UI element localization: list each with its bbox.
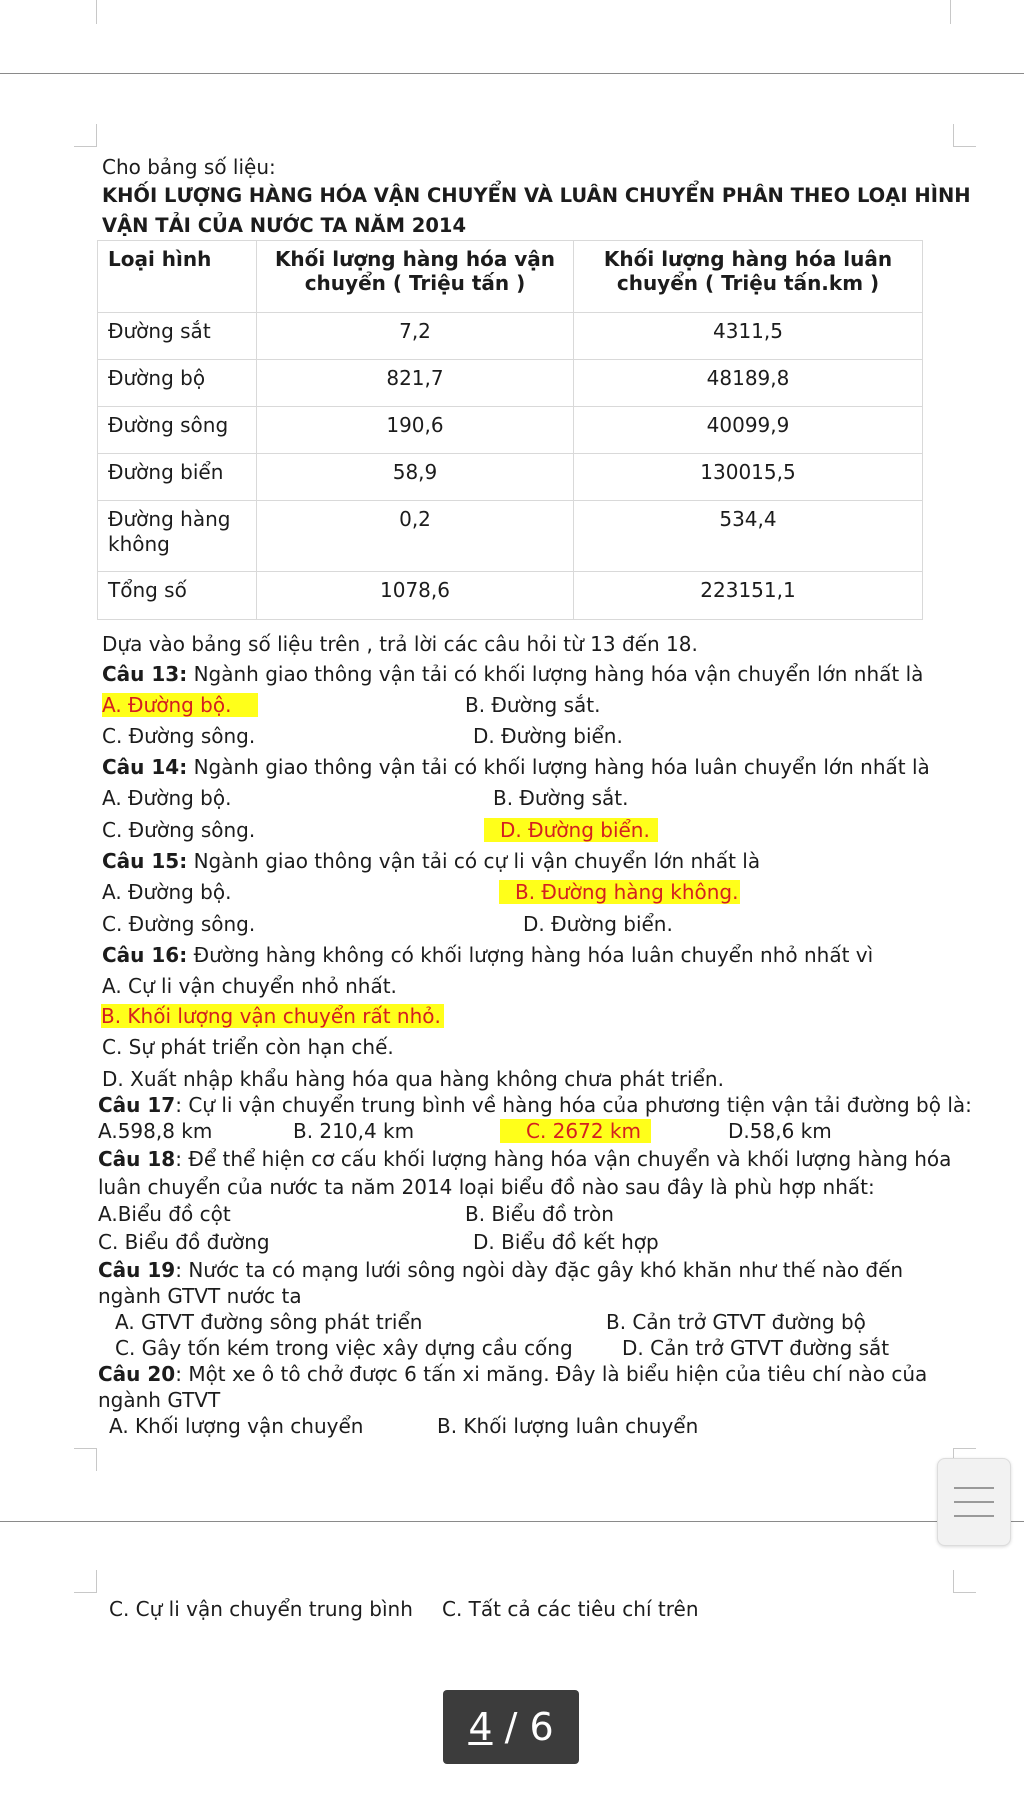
q17-option-c: C. 2672 km	[500, 1119, 651, 1143]
question-label: Câu 16:	[102, 943, 188, 967]
page-indicator[interactable]	[443, 1690, 579, 1764]
q16-option-d: D. Xuất nhập khẩu hàng hóa qua hàng không chưa phát triển.	[102, 1067, 724, 1091]
question-text: Ngành giao thông vận tải có khối lượng hàng hóa luân chuyển lớn nhất là	[187, 755, 930, 779]
data-table	[97, 240, 923, 620]
table-cell: 130015,5	[574, 454, 923, 501]
q19-option-d: D. Cản trở GTVT đường sắt	[622, 1336, 890, 1360]
question-text: Ngành giao thông vận tải có khối lượng hàng hóa vận chuyển lớn nhất là	[187, 662, 924, 686]
table-header-row	[98, 241, 923, 313]
table-row	[98, 572, 923, 620]
q20-option-d: C. Tất cả các tiêu chí trên	[442, 1597, 699, 1621]
question-label: Câu 15:	[102, 849, 188, 873]
q20-option-b: B. Khối lượng luân chuyển	[437, 1414, 699, 1438]
question-17	[98, 1093, 972, 1117]
table-row	[98, 454, 923, 501]
hamburger-icon-line	[954, 1515, 994, 1517]
q19-option-a: A. GTVT đường sông phát triển	[115, 1310, 423, 1334]
q17-option-a: A.598,8 km	[98, 1119, 213, 1143]
table-cell: 4311,5	[574, 313, 923, 360]
q13-option-a: A. Đường bộ.	[102, 693, 258, 717]
table-row	[98, 360, 923, 407]
question-19	[98, 1258, 903, 1282]
page-corner-mark	[74, 124, 97, 147]
table-cell: 821,7	[257, 360, 574, 407]
question-text: Ngành giao thông vận tải có cự li vận chuyển lớn nhất là	[187, 849, 761, 873]
table-cell: 223151,1	[574, 572, 923, 620]
q14-option-b: B. Đường sắt.	[493, 786, 629, 810]
hamburger-icon-line	[954, 1487, 994, 1489]
table-cell: 58,9	[257, 454, 574, 501]
table-header-cell: Khối lượng hàng hóa vận chuyển ( Triệu tấn )	[257, 241, 574, 313]
page-corner-mark	[74, 1570, 97, 1593]
page-corner-mark	[953, 1570, 976, 1593]
table-cell: Đường sắt	[98, 313, 257, 360]
question-label: Câu 14:	[102, 755, 188, 779]
question-label: Câu 17	[98, 1093, 176, 1117]
table-cell: 190,6	[257, 407, 574, 454]
table-header-cell: Khối lượng hàng hóa luân chuyển ( Triệu tấn.km )	[574, 241, 923, 313]
page-divider	[0, 73, 1024, 74]
question-text-continued: luân chuyển của nước ta năm 2014 loại biểu đồ nào sau đây là phù hợp nhất:	[98, 1175, 875, 1199]
table-cell: 1078,6	[257, 572, 574, 620]
total-pages: / 6	[492, 1705, 554, 1749]
table-cell: 7,2	[257, 313, 574, 360]
table-row	[98, 313, 923, 360]
table-row	[98, 407, 923, 454]
question-16	[102, 943, 873, 967]
question-text: Đường hàng không có khối lượng hàng hóa luân chuyển nhỏ nhất vì	[187, 943, 874, 967]
q20-option-c: C. Cự li vận chuyển trung bình	[109, 1597, 413, 1621]
q16-option-c: C. Sự phát triển còn hạn chế.	[102, 1035, 394, 1059]
q16-option-a: A. Cự li vận chuyển nhỏ nhất.	[102, 974, 397, 998]
q19-option-b: B. Cản trở GTVT đường bộ	[606, 1310, 866, 1334]
document-title-line2: VẬN TẢI CỦA NƯỚC TA NĂM 2014	[102, 214, 467, 237]
q14-option-d: D. Đường biển.	[484, 818, 658, 842]
table-cell: Đường bộ	[98, 360, 257, 407]
q15-option-b: B. Đường hàng không.	[499, 880, 740, 904]
q17-option-d: D.58,6 km	[728, 1119, 832, 1143]
question-15	[102, 849, 760, 873]
q14-option-a: A. Đường bộ.	[102, 786, 232, 810]
table-cell: Tổng số	[98, 572, 257, 620]
q16-option-b: B. Khối lượng vận chuyển rất nhỏ.	[101, 1004, 444, 1028]
table-cell: Đường biển	[98, 454, 257, 501]
table-cell: 48189,8	[574, 360, 923, 407]
q15-option-a: A. Đường bộ.	[102, 880, 232, 904]
q18-option-a: A.Biểu đồ cột	[98, 1202, 231, 1226]
table-row	[98, 501, 923, 572]
intro-text: Cho bảng số liệu:	[102, 155, 276, 179]
question-text: : Để thể hiện cơ cấu khối lượng hàng hóa vận chuyển và khối lượng hàng hóa	[175, 1147, 952, 1171]
table-cell: 0,2	[257, 501, 574, 572]
question-label: Câu 13:	[102, 662, 188, 686]
q20-option-a: A. Khối lượng vận chuyển	[109, 1414, 364, 1438]
table-cell: 40099,9	[574, 407, 923, 454]
q13-option-c: C. Đường sông.	[102, 724, 256, 748]
page-divider	[0, 1521, 1024, 1522]
q13-option-b: B. Đường sắt.	[465, 693, 601, 717]
question-text: : Nước ta có mạng lưới sông ngòi dày đặc gây khó khăn như thế nào đến	[175, 1258, 904, 1282]
q17-option-b: B. 210,4 km	[293, 1119, 415, 1143]
q18-option-c: C. Biểu đồ đường	[98, 1230, 270, 1254]
q15-option-c: C. Đường sông.	[102, 912, 256, 936]
page-corner-mark	[953, 124, 976, 147]
q18-option-b: B. Biểu đồ tròn	[465, 1202, 614, 1226]
table-cell: Đường sông	[98, 407, 257, 454]
question-20	[98, 1362, 927, 1386]
question-18	[98, 1147, 951, 1171]
q15-option-d: D. Đường biển.	[523, 912, 673, 936]
q14-option-c: C. Đường sông.	[102, 818, 256, 842]
table-cell: Đường hàng không	[98, 501, 257, 572]
hamburger-icon-line	[954, 1501, 994, 1503]
question-label: Câu 20	[98, 1362, 176, 1386]
page-corner-mark	[950, 0, 973, 24]
question-text-continued: ngành GTVT	[98, 1388, 221, 1412]
question-text: : Cự li vận chuyển trung bình về hàng hóa của phương tiện vận tải đường bộ là:	[175, 1093, 972, 1117]
question-14	[102, 755, 930, 779]
page-corner-mark	[74, 0, 97, 24]
instruction-text: Dựa vào bảng số liệu trên , trả lời các câu hỏi từ 13 đến 18.	[102, 632, 698, 656]
q13-option-d: D. Đường biển.	[473, 724, 623, 748]
question-label: Câu 19	[98, 1258, 176, 1282]
page-corner-mark	[74, 1448, 97, 1471]
q18-option-d: D. Biểu đồ kết hợp	[473, 1230, 659, 1254]
current-page-number: 4	[468, 1705, 493, 1749]
table-cell: 534,4	[574, 501, 923, 572]
question-label: Câu 18	[98, 1147, 176, 1171]
q19-option-c: C. Gây tốn kém trong việc xây dựng cầu cống	[115, 1336, 573, 1360]
table-header-cell: Loại hình	[98, 241, 257, 313]
document-title-line1: KHỐI LƯỢNG HÀNG HÓA VẬN CHUYỂN VÀ LUÂN CHUYỂN PHÂN THEO LOẠI HÌNH	[102, 184, 971, 207]
question-13	[102, 662, 923, 686]
question-text-continued: ngành GTVT nước ta	[98, 1284, 302, 1308]
menu-button[interactable]	[937, 1458, 1011, 1546]
question-text: : Một xe ô tô chở được 6 tấn xi măng. Đây là biểu hiện của tiêu chí nào của	[175, 1362, 928, 1386]
